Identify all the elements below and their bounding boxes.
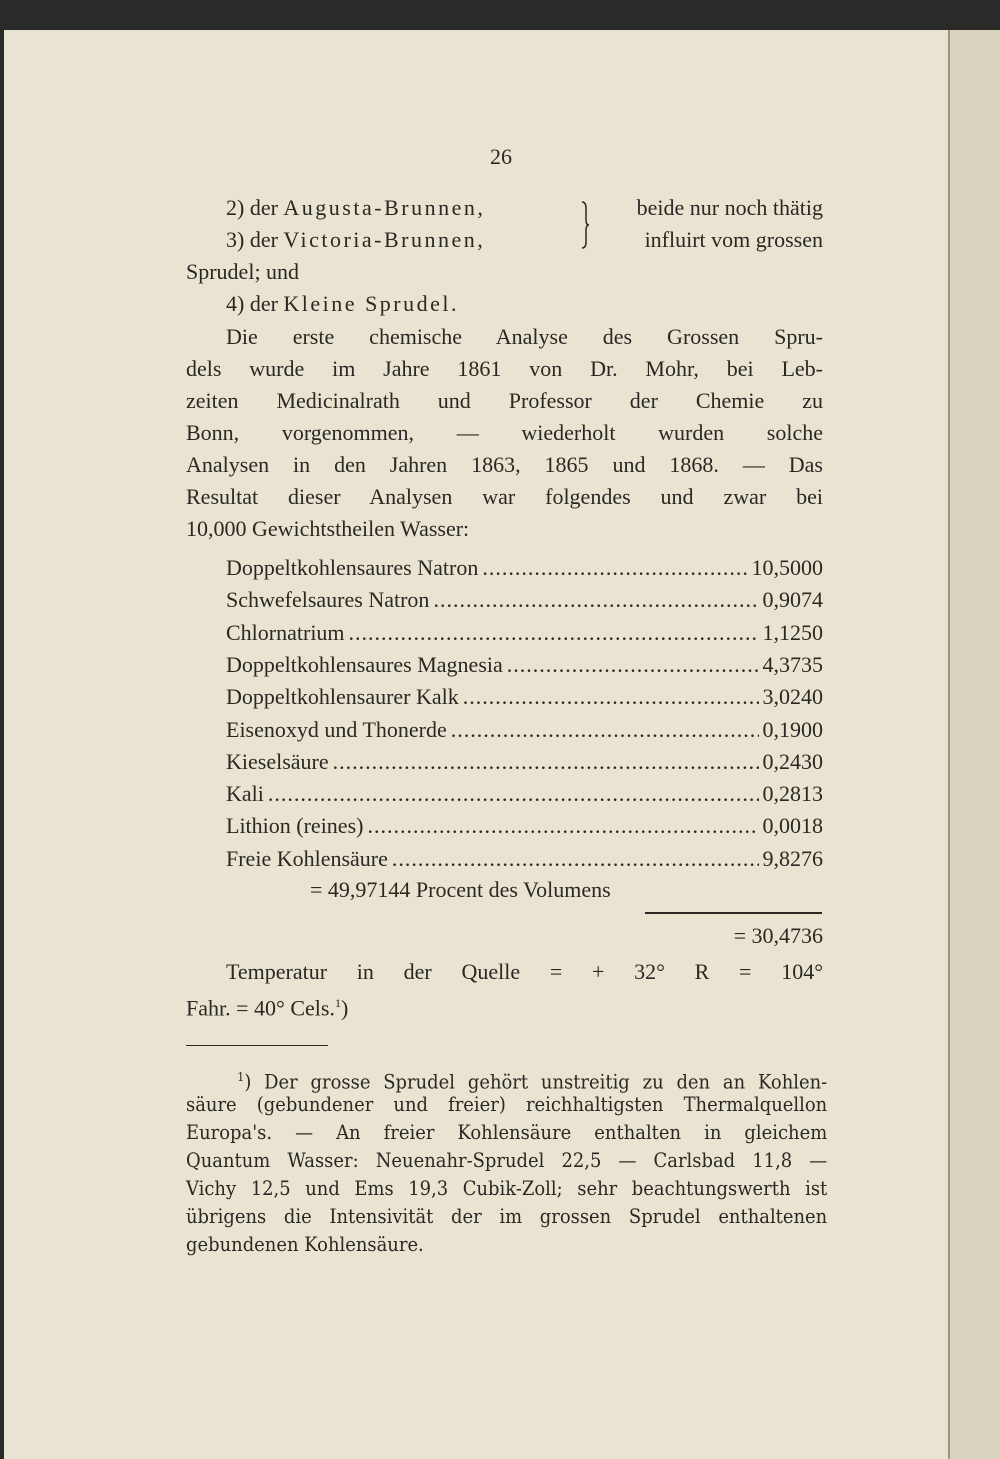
paragraph-line: Bonn, vorgenommen, — wiederholt wurden solche (186, 420, 823, 445)
component-value: 0,9074 (762, 587, 823, 613)
leader-dots (507, 650, 759, 680)
analysis-row (226, 811, 823, 841)
component-value: 10,5000 (751, 555, 823, 580)
component-value: 0,2813 (762, 781, 823, 807)
component-name: Kali (226, 781, 264, 807)
footnote-rule (186, 1045, 328, 1046)
component-name: Doppeltkohlensaures Natron (226, 555, 479, 580)
component-name: Kieselsäure (226, 748, 329, 774)
leader-dots (482, 553, 747, 583)
component-value: 0,0018 (762, 813, 823, 839)
leader-dots (367, 811, 758, 841)
list-item: 2) der Augusta-Brunnen, beide nur noch thätig (226, 193, 823, 223)
analysis-row (226, 650, 823, 680)
analysis-row (226, 715, 823, 745)
list-continuation: Sprudel; und (186, 259, 300, 284)
paragraph-line: dels wurde im Jahre 1861 von Dr. Mohr, bei Leb- (186, 356, 823, 381)
component-name: Chlornatrium (226, 619, 345, 645)
leader-dots (463, 682, 759, 712)
brace-icon (580, 200, 590, 250)
component-name: Eisenoxyd und Thonerde (226, 716, 447, 742)
temperature-line: Fahr. = 40° Cels.$^1$) (186, 995, 349, 1021)
leader-dots (333, 747, 759, 777)
paragraph-line: 10,000 Gewichtstheilen Wasser: (186, 516, 470, 541)
paragraph-line: Die erste chemische Analyse des Grossen Spru- (226, 324, 823, 349)
leader-dots (433, 585, 758, 615)
component-name: Lithion (reines) (226, 813, 364, 839)
volume-note: = 49,97144 Procent des Volumens (310, 877, 611, 902)
footnote-line: Vichy 12,5 und Ems 19,3 Cubik-Zoll; sehr beachtungswerth ist (186, 1177, 828, 1200)
next-page-edge (948, 30, 1000, 1459)
analysis-row (226, 779, 823, 809)
component-name: Schwefelsaures Natron (226, 587, 430, 613)
list-item: 4) der Kleine Sprudel. (226, 291, 460, 316)
footnote-line: Quantum Wasser: Neuenahr-Sprudel 22,5 — Carlsbad 11,8 — (186, 1149, 828, 1172)
analysis-row (226, 682, 823, 712)
component-value: 9,8276 (762, 845, 823, 871)
footnote-line: Europa's. — An freier Kohlensäure enthalten in gleichem (186, 1121, 828, 1144)
paragraph-line: Analysen in den Jahren 1863, 1865 und 1868. — Das (186, 452, 823, 477)
bracket-text: influirt vom grossen (644, 227, 823, 252)
analysis-row (226, 553, 823, 583)
temperature-line: Temperatur in der Quelle = + 32° R = 104° (226, 959, 823, 984)
component-name: Freie Kohlensäure (226, 845, 388, 871)
analysis-row (226, 585, 823, 615)
component-name: Doppeltkohlensaurer Kalk (226, 684, 459, 710)
footnote-line: säure (gebundener und freier) reichhaltigsten Thermalquellon (186, 1093, 828, 1116)
footnote-line: $^1$) Der grosse Sprudel gehört unstreitig zu den an Kohlen- (237, 1070, 828, 1094)
total-value: = 30,4736 (733, 923, 823, 948)
page-number: 26 (490, 144, 512, 169)
component-value: 0,1900 (762, 716, 823, 742)
paragraph-line: zeiten Medicinalrath und Professor der Chemie zu (186, 388, 823, 413)
list-item: 3) der Victoria-Brunnen, influirt vom grossen (226, 225, 823, 255)
component-value: 3,0240 (762, 684, 823, 710)
leader-dots (451, 715, 759, 745)
leader-dots (392, 844, 759, 874)
footnote-line: gebundenen Kohlensäure. (186, 1233, 424, 1256)
leader-dots (268, 779, 759, 809)
component-name: Doppeltkohlensaures Magnesia (226, 651, 503, 677)
bracket-text: beide nur noch thätig (636, 195, 823, 220)
component-value: 0,2430 (762, 748, 823, 774)
leader-dots (349, 618, 759, 648)
footnote-line: übrigens die Intensivität der im grossen Sprudel enthaltenen (186, 1205, 828, 1228)
component-value: 4,3735 (762, 651, 823, 677)
paragraph-line: Resultat dieser Analysen war folgendes und zwar bei (186, 484, 823, 509)
analysis-row (226, 844, 823, 874)
component-value: 1,1250 (762, 619, 823, 645)
analysis-row (226, 618, 823, 648)
sum-rule (645, 912, 822, 914)
analysis-row (226, 747, 823, 777)
